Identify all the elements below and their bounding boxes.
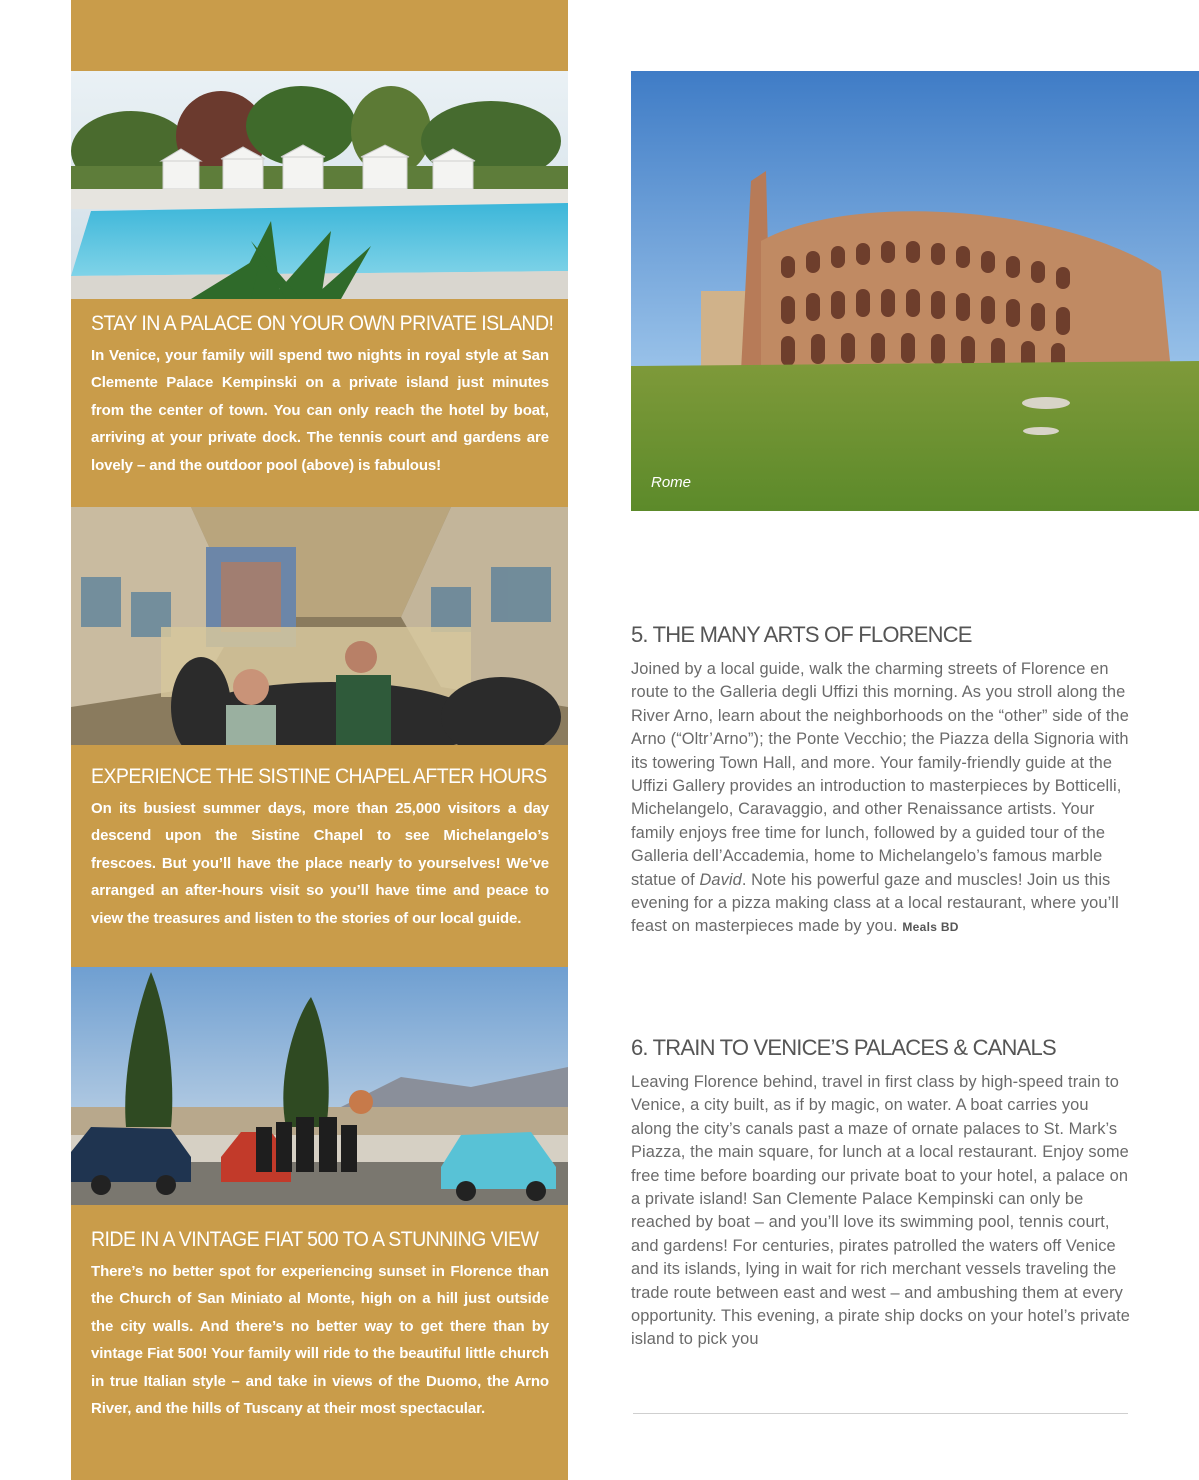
day-6-title: 6. TRAIN TO VENICE’S PALACES & CANALS <box>631 1035 1056 1060</box>
day-5-section <box>631 622 1131 940</box>
day-5-title: 5. THE MANY ARTS OF FLORENCE <box>631 622 972 647</box>
hotel-pool-photo <box>71 71 568 299</box>
sidebar-panel <box>71 0 568 1480</box>
sistine-chapel-photo <box>71 507 568 745</box>
fiat-500-photo <box>71 967 568 1205</box>
feature-title: EXPERIENCE THE SISTINE CHAPEL AFTER HOURS <box>91 765 547 788</box>
feature-title: STAY IN A PALACE ON YOUR OWN PRIVATE ISLAND! <box>91 312 554 335</box>
feature-body: There’s no better spot for experiencing sunset in Florence than the Church of San Miniato al Monte, high on a hill just outside the city walls. And there’s no better way to get there than by vintage Fiat 500! Your family will ride to the beautiful little church in true Italian style – and take in views of the Duomo, the Arno River, and the hills of Tuscany at their most spectacular. <box>91 1263 549 1418</box>
feature-body: On its busiest summer days, more than 25,000 visitors a day descend upon the Sistine Chapel to see Michelangelo’s frescoes. But you’ll have the place nearly to yourselves! We’ve arranged an after-hours visit so you’ll have time and peace to view the treasures and listen to the stories of our local guide. <box>91 800 549 927</box>
photo-caption: Rome <box>651 474 692 491</box>
meals-label: Meals BD <box>902 920 959 935</box>
feature-title: RIDE IN A VINTAGE FIAT 500 TO A STUNNING VIEW <box>91 1228 539 1251</box>
feature-body: In Venice, your family will spend two nights in royal style at San Clemente Palace Kempinski on a private island just minutes from the center of town. You can only reach the hotel by boat, arriving at your private dock. The tennis court and gardens are lovely – and the outdoor pool (above) is fabulous! <box>91 347 549 474</box>
day-6-section <box>631 1035 1131 1352</box>
rome-colosseum-photo <box>631 71 1199 511</box>
feature-sistine-chapel <box>91 765 549 932</box>
footer-divider <box>633 1413 1128 1414</box>
feature-fiat-500 <box>91 1228 549 1422</box>
day-5-body: Joined by a local guide, walk the charming streets of Florence en route to the Galleria degli Uffizi this morning. As you stroll along the River Arno, learn about the neighborhoods on the “other” side of the Arno (“Oltr’Arno”); the Ponte Vecchio; the Piazza della Signoria with its towering Town Hall, and more. Your family-friendly guide at the Uffizi Gallery provides an introduction to masterpieces by Botticelli, Michelangelo, Caravaggio, and other Renaissance artists. Your family enjoys free time for lunch, followed by a guided tour of the Galleria dell’Accademia, home to Michelangelo’s famous marble statue of David. Note his powerful gaze and muscles! Join us this evening for a pizza making class at a local restaurant, where you’ll feast on masterpieces made by you. Meals BD <box>631 660 1129 936</box>
day-6-body: Leaving Florence behind, travel in first class by high-speed train to Venice, a city built, as if by magic, on water. A boat carries you along the city’s canals past a maze of ornate palaces to St. Mark’s Piazza, the main square, for lunch at a local restaurant. Enjoy some free time before boarding our private boat to your hotel, a palace on a private island! San Clemente Palace Kempinski can only be reached by boat – and you’ll love its swimming pool, tennis court, and gardens! For centuries, pirates patrolled the waters off Venice and its islands, lying in wait for rich merchant vessels traveling the trade route between east and west – and ambushing them at every opportunity. This evening, a pirate ship docks on your hotel’s private island to pick you <box>631 1073 1131 1349</box>
feature-private-island <box>91 312 554 479</box>
